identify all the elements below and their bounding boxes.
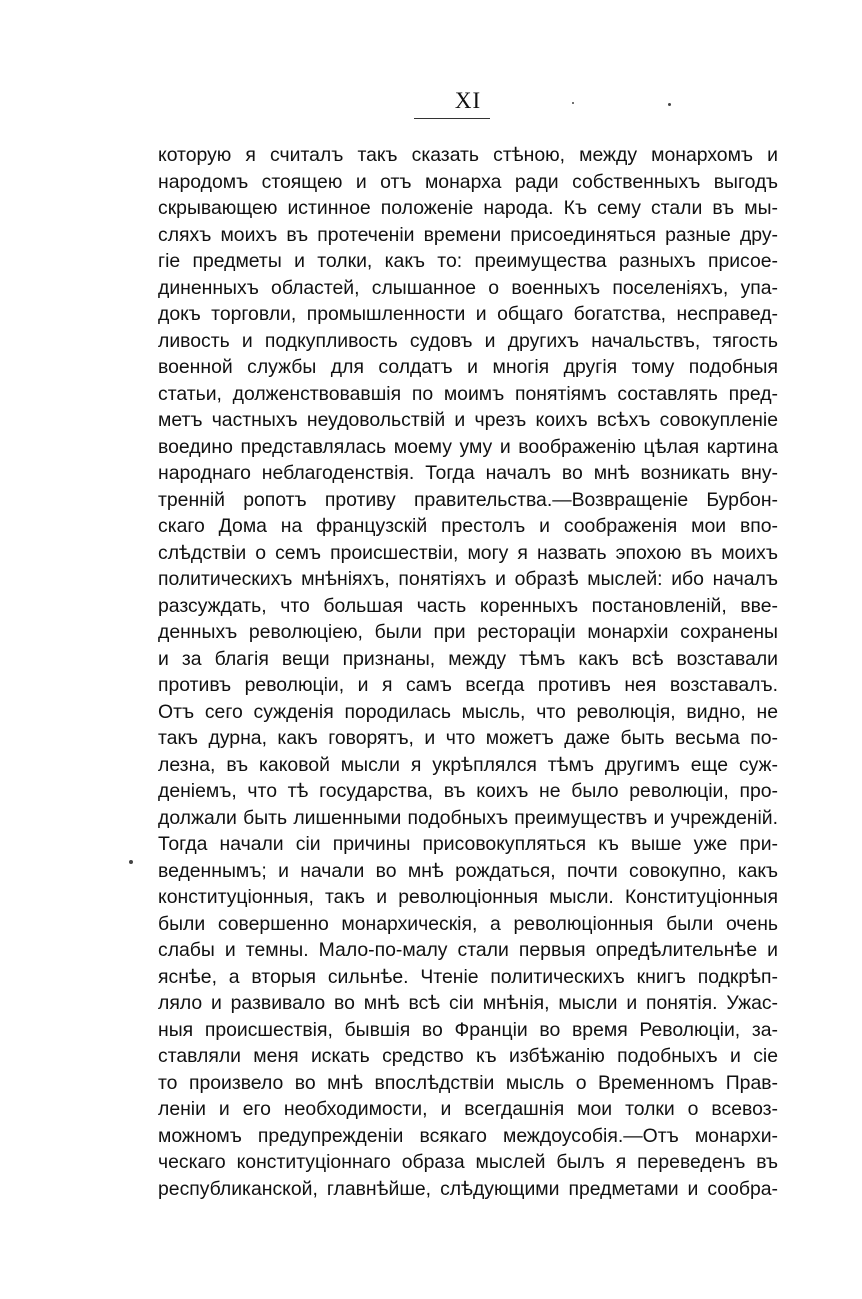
- text-line: ставляли меня искать средство къ избѣжанiю подобныхъ и сiе: [158, 1045, 778, 1067]
- text-line: денiемъ, что тѣ государства, въ коихъ не было революцiи, про-: [158, 780, 778, 802]
- text-line: были совершенно монархическiя, а революцiонныя были очень: [158, 912, 778, 935]
- text-line: докъ торговли, промышленности и общаго богатства, несправед-: [158, 303, 778, 325]
- text-line: слабы и темны. Мало-по-малу стали первыя опредѣлительнѣе и: [158, 939, 778, 961]
- text-line: гiе предметы и толки, какъ то: преимущества разныхъ присое-: [158, 250, 778, 272]
- text-line: конституцiонныя, такъ и революцiонныя мысли. Конституцiонныя: [158, 886, 778, 908]
- text-line: слѣдствiи о семъ происшествiи, могу я назвать эпохою въ моихъ: [158, 541, 778, 564]
- text-line: должали быть лишенными подобныхъ преимуществъ и учрежденiй.: [158, 806, 778, 829]
- scan-speck: [572, 102, 574, 104]
- text-line: скаго Дома на французскiй престолъ и соображенiя мои впо-: [158, 515, 778, 537]
- text-line: такъ дурна, какъ говорятъ, и что можетъ даже быть весьма по-: [158, 727, 778, 749]
- body-text: [158, 142, 778, 1202]
- text-line: веденнымъ; и начали во мнѣ рождаться, почти совокупно, какъ: [158, 859, 778, 882]
- text-line: ленiи и его необходимости, и всегдашнiя мои толки о всевоз-: [158, 1098, 778, 1120]
- text-line: противъ революцiи, и я самъ всегда противъ нея возставалъ.: [158, 674, 778, 696]
- text-line: ляло и развивало во мнѣ всѣ сiи мнѣнiя, мысли и понятiя. Ужас-: [158, 992, 778, 1014]
- text-line: диненныхъ областей, слышанное о военныхъ поселенiяхъ, упа-: [158, 276, 778, 299]
- text-line: народнаго неблагоденствiя. Тогда началъ во мнѣ возникать вну-: [158, 462, 778, 484]
- text-line: политическихъ мнѣнiяхъ, понятiяхъ и образѣ мыслей: ибо началъ: [158, 568, 778, 590]
- text-line: Отъ сего сужденiя породилась мысль, что революцiя, видно, не: [158, 700, 778, 723]
- text-line: народомъ стоящею и отъ монарха ради собственныхъ выгодъ: [158, 170, 778, 193]
- text-line: военной службы для солдатъ и многiя другiя тому подобныя: [158, 356, 778, 378]
- text-line: ливость и подкупливость судовъ и другихъ начальствъ, тягость: [158, 329, 778, 352]
- text-line: ческаго конституцiоннаго образа мыслей былъ я переведенъ въ: [158, 1151, 778, 1173]
- text-line: и за благiя вещи признаны, между тѣмъ какъ всѣ возставали: [158, 647, 778, 670]
- scan-speck: [668, 103, 671, 106]
- header-rule: [414, 118, 490, 119]
- text-line: треннiй ропотъ противу правительства.—Возвращенiе Бурбон-: [158, 488, 778, 511]
- scan-speck: [129, 860, 133, 864]
- text-line: то произвело во мнѣ впослѣдствiи мысль о Временномъ Прав-: [158, 1071, 778, 1094]
- text-line: статьи, долженствовавшiя по моимъ понятiямъ составлять пред-: [158, 382, 778, 405]
- text-line: Тогда начали сiи причины присовокупляться къ выше уже при-: [158, 833, 778, 855]
- text-line: республиканской, главнѣйше, слѣдующими предметами и сообра-: [158, 1177, 778, 1200]
- text-line: воедино представлялась моему уму и воображенiю цѣлая картина: [158, 435, 778, 458]
- text-line: скрывающею истинное положенiе народа. Къ сему стали въ мы-: [158, 197, 778, 219]
- text-line: сляхъ моихъ въ протеченiи времени присоединяться разные дру-: [158, 223, 778, 246]
- text-line: разсуждать, что большая часть коренныхъ постановленiй, вве-: [158, 594, 778, 617]
- text-line: денныхъ революцiею, были при ресторацiи монархiи сохранены: [158, 621, 778, 643]
- text-line: лезна, въ каковой мысли я укрѣплялся тѣмъ другимъ еще суж-: [158, 753, 778, 776]
- text-line: метъ частныхъ неудовольствiй и чрезъ коихъ всѣхъ совокупленiе: [158, 409, 778, 431]
- text-line: яснѣе, а вторыя сильнѣе. Чтенiе политическихъ книгъ подкрѣп-: [158, 965, 778, 988]
- page-number: XI: [454, 88, 482, 113]
- text-line: ныя происшествiя, бывшiя во Францiи во время Революцiи, за-: [158, 1018, 778, 1041]
- text-line: можномъ предупрежденiи всякаго междоусобiя.—Отъ монархи-: [158, 1124, 778, 1147]
- text-line: которую я считалъ такъ сказать стѣною, между монархомъ и: [158, 144, 778, 166]
